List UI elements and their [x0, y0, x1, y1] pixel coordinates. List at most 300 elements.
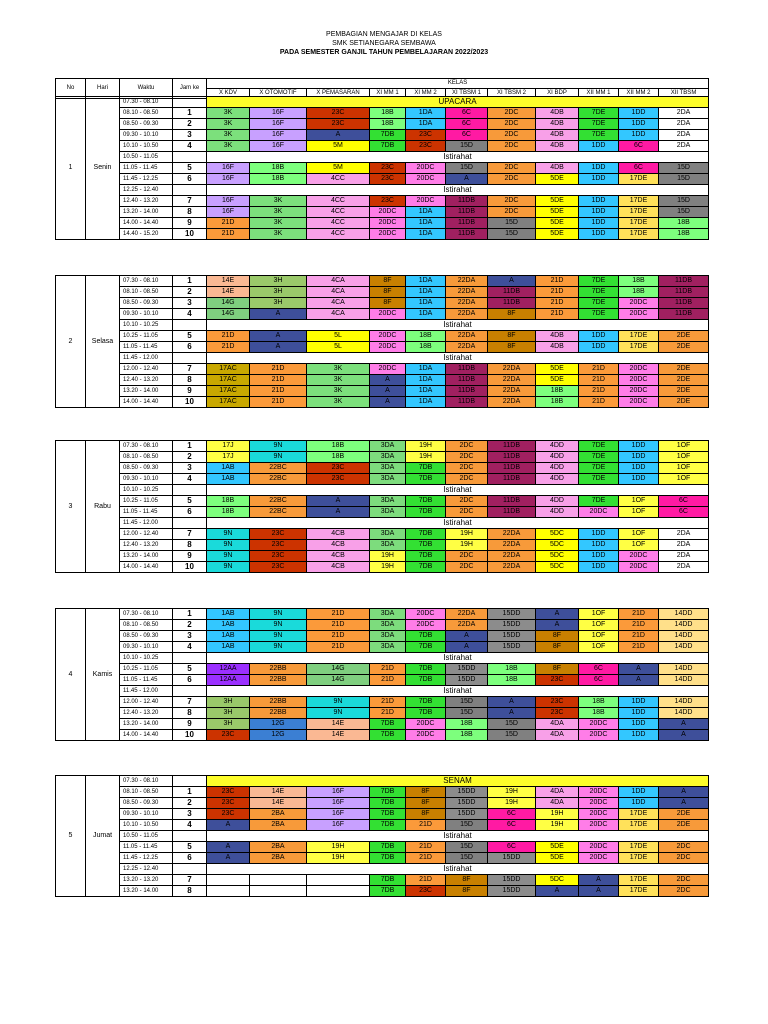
teacher-code-cell: 1DA [406, 397, 446, 408]
teacher-code-cell: 21D [307, 609, 370, 620]
teacher-code-cell: 12G [250, 719, 307, 730]
table-row [56, 831, 709, 842]
teacher-code-cell: A [536, 886, 579, 897]
teacher-code-cell: 14E [307, 719, 370, 730]
teacher-code-cell: 20DC [370, 342, 406, 353]
teacher-code-cell: 21D [619, 631, 659, 642]
table-row [56, 218, 709, 229]
teacher-code-cell: 2DC [488, 130, 536, 141]
period-number: 8 [173, 540, 207, 551]
teacher-code-cell: 14DD [659, 664, 709, 675]
teacher-code-cell: 21D [207, 229, 250, 240]
teacher-code-cell: 15D [488, 719, 536, 730]
teacher-code-cell: 1AB [207, 609, 250, 620]
teacher-code-cell: 23C [536, 708, 579, 719]
teacher-code-cell: 2DC [446, 562, 488, 573]
period-number: 10 [173, 730, 207, 741]
teacher-code-cell: 1DA [406, 108, 446, 119]
teacher-code-cell: 3DA [370, 631, 406, 642]
period-number [173, 518, 207, 529]
teacher-code-cell: 9N [250, 452, 307, 463]
teacher-code-cell: 20DC [619, 397, 659, 408]
time-slot: 14.40 - 15.20 [120, 229, 173, 240]
teacher-code-cell: 14DD [659, 697, 709, 708]
day-number: 3 [56, 441, 86, 573]
teacher-code-cell: 20DC [579, 798, 619, 809]
teacher-code-cell: 14E [307, 730, 370, 741]
teacher-code-cell: 1OF [619, 507, 659, 518]
teacher-code-cell: 2DE [659, 397, 709, 408]
table-row [56, 397, 709, 408]
header-no: No [56, 79, 86, 99]
teacher-code-cell: 6C [488, 809, 536, 820]
teacher-code-cell: 12AA [207, 675, 250, 686]
teacher-code-cell: 3K [250, 218, 307, 229]
teacher-code-cell: 21D [370, 675, 406, 686]
header-class: XI MM 2 [406, 89, 446, 99]
header-class: XI TBSM 1 [446, 89, 488, 99]
teacher-code-cell: 2DC [659, 875, 709, 886]
teacher-code-cell: 9N [250, 631, 307, 642]
teacher-code-cell: 1OF [659, 452, 709, 463]
teacher-code-cell: 22DA [446, 620, 488, 631]
teacher-code-cell: 7DB [370, 886, 406, 897]
break-label: Istirahat [207, 653, 709, 664]
teacher-code-cell [250, 886, 307, 897]
teacher-code-cell: 7DB [406, 507, 446, 518]
teacher-code-cell: 4DD [536, 441, 579, 452]
teacher-code-cell: 7DE [579, 108, 619, 119]
title-line-3: PADA SEMESTER GANJIL TAHUN PEMBELAJARAN 2022/2023 [279, 49, 489, 56]
period-number: 9 [173, 719, 207, 730]
teacher-code-cell: A [488, 708, 536, 719]
teacher-code-cell: 17AC [207, 375, 250, 386]
period-number: 8 [173, 886, 207, 897]
teacher-code-cell: 3DA [370, 642, 406, 653]
teacher-code-cell: 19H [488, 787, 536, 798]
teacher-code-cell: 17DE [619, 218, 659, 229]
teacher-code-cell: 1DA [406, 364, 446, 375]
teacher-code-cell: 21D [536, 309, 579, 320]
period-number: 1 [173, 276, 207, 287]
time-slot: 10.25 - 11.05 [120, 331, 173, 342]
period-number [173, 320, 207, 331]
teacher-code-cell: 19H [488, 798, 536, 809]
teacher-code-cell: 4CC [307, 174, 370, 185]
time-slot: 12.00 - 12.40 [120, 529, 173, 540]
teacher-code-cell: 17DE [619, 842, 659, 853]
teacher-code-cell: A [536, 620, 579, 631]
teacher-code-cell: 17DE [619, 342, 659, 353]
header-waktu: Waktu [120, 79, 173, 99]
teacher-code-cell: 2DE [659, 364, 709, 375]
teacher-code-cell: 7DE [579, 309, 619, 320]
teacher-code-cell: 7DB [406, 562, 446, 573]
teacher-code-cell: 3K [307, 386, 370, 397]
time-slot: 08.10 - 08.50 [120, 620, 173, 631]
teacher-code-cell: 3K [250, 207, 307, 218]
teacher-code-cell: 3DA [370, 452, 406, 463]
teacher-code-cell: 20DC [370, 364, 406, 375]
teacher-code-cell: 1DD [619, 787, 659, 798]
teacher-code-cell: 21D [250, 364, 307, 375]
teacher-code-cell: 1DD [579, 540, 619, 551]
teacher-code-cell: 18B [207, 496, 250, 507]
teacher-code-cell: 11DB [659, 276, 709, 287]
teacher-code-cell: 8F [370, 298, 406, 309]
teacher-code-cell: 1AB [207, 631, 250, 642]
teacher-code-cell: 14G [307, 675, 370, 686]
time-slot: 12.25 - 12.40 [120, 864, 173, 875]
teacher-code-cell: 2DE [659, 809, 709, 820]
period-number: 5 [173, 496, 207, 507]
teacher-code-cell: 1AB [207, 463, 250, 474]
period-number: 1 [173, 441, 207, 452]
teacher-code-cell: 1DD [579, 551, 619, 562]
teacher-code-cell: 4CC [307, 207, 370, 218]
teacher-code-cell: 16F [250, 119, 307, 130]
table-row [56, 196, 709, 207]
teacher-code-cell: 4CC [307, 196, 370, 207]
teacher-code-cell: 3H [207, 697, 250, 708]
break-label: Istirahat [207, 518, 709, 529]
teacher-code-cell: 22DA [446, 309, 488, 320]
teacher-code-cell: 20DC [370, 309, 406, 320]
teacher-code-cell: 2DE [659, 342, 709, 353]
teacher-code-cell: 4DB [536, 342, 579, 353]
teacher-code-cell: 23C [406, 886, 446, 897]
table-row [56, 708, 709, 719]
table-row [56, 875, 709, 886]
teacher-code-cell: 16F [207, 207, 250, 218]
teacher-code-cell: 5DE [536, 853, 579, 864]
teacher-code-cell: 11DB [446, 229, 488, 240]
teacher-code-cell: 23C [207, 787, 250, 798]
teacher-code-cell: 2BA [250, 842, 307, 853]
table-row [56, 474, 709, 485]
teacher-code-cell: 20DC [406, 609, 446, 620]
teacher-code-cell: 18B [536, 386, 579, 397]
period-number: 2 [173, 119, 207, 130]
teacher-code-cell: A [370, 397, 406, 408]
teacher-code-cell: 5DC [536, 529, 579, 540]
break-label: Istirahat [207, 864, 709, 875]
teacher-code-cell: 3H [207, 719, 250, 730]
teacher-code-cell: 23C [207, 798, 250, 809]
teacher-code-cell: 4DB [536, 130, 579, 141]
teacher-code-cell: 7DE [579, 287, 619, 298]
time-slot: 07.30 - 08.10 [120, 441, 173, 452]
time-slot: 09.30 - 10.10 [120, 474, 173, 485]
teacher-code-cell: 15D [659, 207, 709, 218]
table-row [56, 276, 709, 287]
teacher-code-cell: 4CB [307, 529, 370, 540]
teacher-code-cell: 14DD [659, 675, 709, 686]
teacher-code-cell [250, 875, 307, 886]
table-row [56, 507, 709, 518]
teacher-code-cell: 3DA [370, 496, 406, 507]
teacher-code-cell: 3DA [370, 463, 406, 474]
teacher-code-cell: 6C [446, 130, 488, 141]
time-slot: 12.40 - 13.20 [120, 708, 173, 719]
period-number: 3 [173, 631, 207, 642]
teacher-code-cell: 3K [307, 375, 370, 386]
teacher-code-cell: 18B [406, 331, 446, 342]
teacher-code-cell: 16F [207, 196, 250, 207]
day-block [55, 608, 709, 741]
header-class: X KDV [207, 89, 250, 99]
table-row [56, 386, 709, 397]
time-slot: 11.05 - 11.45 [120, 842, 173, 853]
teacher-code-cell: 14G [307, 664, 370, 675]
teacher-code-cell: 15DD [446, 787, 488, 798]
teacher-code-cell: 9N [250, 642, 307, 653]
teacher-code-cell: 3DA [370, 620, 406, 631]
teacher-code-cell: 15DD [446, 675, 488, 686]
period-number: 5 [173, 842, 207, 853]
header-class: XII MM 1 [579, 89, 619, 99]
day-number: 1 [56, 97, 86, 240]
table-row [56, 675, 709, 686]
teacher-code-cell: 19H [446, 529, 488, 540]
teacher-code-cell: 18B [619, 276, 659, 287]
teacher-code-cell: 4CB [307, 562, 370, 573]
teacher-code-cell: 17DE [619, 853, 659, 864]
teacher-code-cell: 20DC [370, 218, 406, 229]
teacher-code-cell: A [536, 609, 579, 620]
teacher-code-cell: 11DB [488, 507, 536, 518]
time-slot: 12.00 - 12.40 [120, 364, 173, 375]
teacher-code-cell: 20DC [370, 331, 406, 342]
teacher-code-cell: 19H [446, 540, 488, 551]
teacher-code-cell: 22DA [446, 609, 488, 620]
teacher-code-cell: A [250, 331, 307, 342]
teacher-code-cell: 9N [250, 441, 307, 452]
teacher-code-cell: 2DC [488, 141, 536, 152]
teacher-code-cell: 21D [536, 298, 579, 309]
teacher-code-cell: 7DB [370, 809, 406, 820]
teacher-code-cell: 2DC [446, 441, 488, 452]
teacher-code-cell: 18B [579, 697, 619, 708]
teacher-code-cell: 15DD [446, 664, 488, 675]
teacher-code-cell: 3K [207, 141, 250, 152]
table-row [56, 664, 709, 675]
teacher-code-cell: 2DC [488, 119, 536, 130]
teacher-code-cell: 11DB [446, 375, 488, 386]
teacher-code-cell: 18B [250, 163, 307, 174]
time-slot: 11.05 - 11.45 [120, 675, 173, 686]
period-number: 1 [173, 609, 207, 620]
time-slot: 11.45 - 12.25 [120, 853, 173, 864]
period-number [173, 185, 207, 196]
time-slot: 08.50 - 09.30 [120, 798, 173, 809]
teacher-code-cell: 2DA [659, 141, 709, 152]
teacher-code-cell: 1DA [406, 386, 446, 397]
teacher-code-cell: 21D [307, 620, 370, 631]
teacher-code-cell: 20DC [579, 820, 619, 831]
teacher-code-cell: 1DD [619, 119, 659, 130]
teacher-code-cell: 15D [446, 708, 488, 719]
teacher-code-cell: 15D [446, 820, 488, 831]
teacher-code-cell: 5M [307, 141, 370, 152]
teacher-code-cell: 11DB [446, 196, 488, 207]
time-slot: 07.30 - 08.10 [120, 609, 173, 620]
teacher-code-cell: 2DC [446, 474, 488, 485]
teacher-code-cell: 5DC [536, 562, 579, 573]
day-block [55, 775, 709, 897]
teacher-code-cell: 23C [250, 540, 307, 551]
header-class: XII TBSM [659, 89, 709, 99]
teacher-code-cell: 20DC [406, 196, 446, 207]
teacher-code-cell: 18B [370, 119, 406, 130]
header-class: X OTOMOTIF [250, 89, 307, 99]
time-slot: 13.20 - 14.00 [120, 719, 173, 730]
teacher-code-cell: 22BB [250, 708, 307, 719]
table-row [56, 551, 709, 562]
teacher-code-cell: 22BC [250, 463, 307, 474]
teacher-code-cell: 1DD [619, 441, 659, 452]
teacher-code-cell: 14G [207, 298, 250, 309]
time-slot: 10.25 - 11.05 [120, 664, 173, 675]
teacher-code-cell: 11DB [488, 441, 536, 452]
table-row [56, 686, 709, 697]
teacher-code-cell: 2DC [488, 207, 536, 218]
teacher-code-cell: 16F [307, 820, 370, 831]
teacher-code-cell: 11DB [446, 218, 488, 229]
table-row [56, 229, 709, 240]
teacher-code-cell: 16F [307, 787, 370, 798]
teacher-code-cell: 7DB [370, 141, 406, 152]
period-number: 7 [173, 196, 207, 207]
teacher-code-cell: 1DD [579, 229, 619, 240]
teacher-code-cell: 5DE [536, 364, 579, 375]
teacher-code-cell: A [579, 886, 619, 897]
teacher-code-cell: 17DE [619, 196, 659, 207]
day-block [55, 275, 709, 408]
table-row [56, 463, 709, 474]
teacher-code-cell: 22DA [488, 375, 536, 386]
teacher-code-cell: 9N [250, 609, 307, 620]
time-slot: 10.10 - 10.25 [120, 320, 173, 331]
teacher-code-cell: 1AB [207, 474, 250, 485]
teacher-code-cell: 8F [446, 886, 488, 897]
teacher-code-cell: A [307, 507, 370, 518]
time-slot: 08.10 - 08.50 [120, 108, 173, 119]
teacher-code-cell: 5DE [536, 229, 579, 240]
teacher-code-cell: 4CA [307, 287, 370, 298]
teacher-code-cell: 15DD [446, 809, 488, 820]
teacher-code-cell: 3DA [370, 474, 406, 485]
teacher-code-cell: 3DA [370, 441, 406, 452]
teacher-code-cell: 2DA [659, 540, 709, 551]
teacher-code-cell: 11DB [488, 496, 536, 507]
teacher-code-cell: 2DC [659, 842, 709, 853]
table-row [56, 152, 709, 163]
time-slot: 10.10 - 10.50 [120, 141, 173, 152]
teacher-code-cell: 5DC [536, 551, 579, 562]
teacher-code-cell: 8F [406, 787, 446, 798]
teacher-code-cell: 8F [370, 276, 406, 287]
time-slot: 12.40 - 13.20 [120, 375, 173, 386]
teacher-code-cell: A [659, 787, 709, 798]
table-row [56, 108, 709, 119]
teacher-code-cell: 17DE [619, 331, 659, 342]
teacher-code-cell: A [619, 664, 659, 675]
teacher-code-cell: 1OF [659, 441, 709, 452]
header-class: XI BDP [536, 89, 579, 99]
teacher-code-cell: 16F [207, 174, 250, 185]
table-row [56, 185, 709, 196]
teacher-code-cell: 17DE [619, 875, 659, 886]
day-name: Kamis [86, 609, 120, 741]
teacher-code-cell: 1DA [406, 298, 446, 309]
teacher-code-cell: A [307, 130, 370, 141]
table-row [56, 886, 709, 897]
break-label: Istirahat [207, 686, 709, 697]
teacher-code-cell: 14DD [659, 609, 709, 620]
teacher-code-cell: 9N [307, 708, 370, 719]
teacher-code-cell [307, 875, 370, 886]
table-row [56, 842, 709, 853]
period-number: 10 [173, 397, 207, 408]
teacher-code-cell: 22BC [250, 474, 307, 485]
teacher-code-cell: 7DB [406, 642, 446, 653]
time-slot: 08.50 - 09.30 [120, 631, 173, 642]
table-row [56, 496, 709, 507]
teacher-code-cell: A [659, 730, 709, 741]
teacher-code-cell: 19H [406, 441, 446, 452]
period-number [173, 152, 207, 163]
time-slot: 08.10 - 08.50 [120, 452, 173, 463]
teacher-code-cell: 7DB [370, 730, 406, 741]
period-number: 2 [173, 620, 207, 631]
day-name: Rabu [86, 441, 120, 573]
teacher-code-cell: 11DB [659, 309, 709, 320]
teacher-code-cell: 18B [659, 229, 709, 240]
teacher-code-cell: 8F [406, 798, 446, 809]
time-slot: 13.20 - 14.00 [120, 886, 173, 897]
table-row [56, 776, 709, 787]
period-number: 4 [173, 474, 207, 485]
teacher-code-cell: 22BB [250, 664, 307, 675]
day-name: Senin [86, 97, 120, 240]
teacher-code-cell: 12AA [207, 664, 250, 675]
teacher-code-cell: 15DD [488, 642, 536, 653]
teacher-code-cell: A [207, 820, 250, 831]
teacher-code-cell: 7DB [370, 853, 406, 864]
teacher-code-cell: A [659, 719, 709, 730]
teacher-code-cell: 2DE [659, 386, 709, 397]
teacher-code-cell: 11DB [446, 397, 488, 408]
teacher-code-cell: 23C [406, 141, 446, 152]
teacher-code-cell: 11DB [488, 474, 536, 485]
teacher-code-cell: 1DD [579, 174, 619, 185]
teacher-code-cell: 14DD [659, 708, 709, 719]
teacher-code-cell: 18B [307, 452, 370, 463]
teacher-code-cell: 20DC [406, 163, 446, 174]
period-number: 2 [173, 798, 207, 809]
teacher-code-cell: 11DB [659, 287, 709, 298]
table-row [56, 298, 709, 309]
teacher-code-cell: 15D [659, 174, 709, 185]
break-label: UPACARA [207, 97, 709, 108]
teacher-code-cell: 1OF [619, 496, 659, 507]
teacher-code-cell: 16F [250, 130, 307, 141]
teacher-code-cell: 5DE [536, 207, 579, 218]
teacher-code-cell: 19H [370, 551, 406, 562]
table-row [56, 787, 709, 798]
teacher-code-cell: A [446, 642, 488, 653]
